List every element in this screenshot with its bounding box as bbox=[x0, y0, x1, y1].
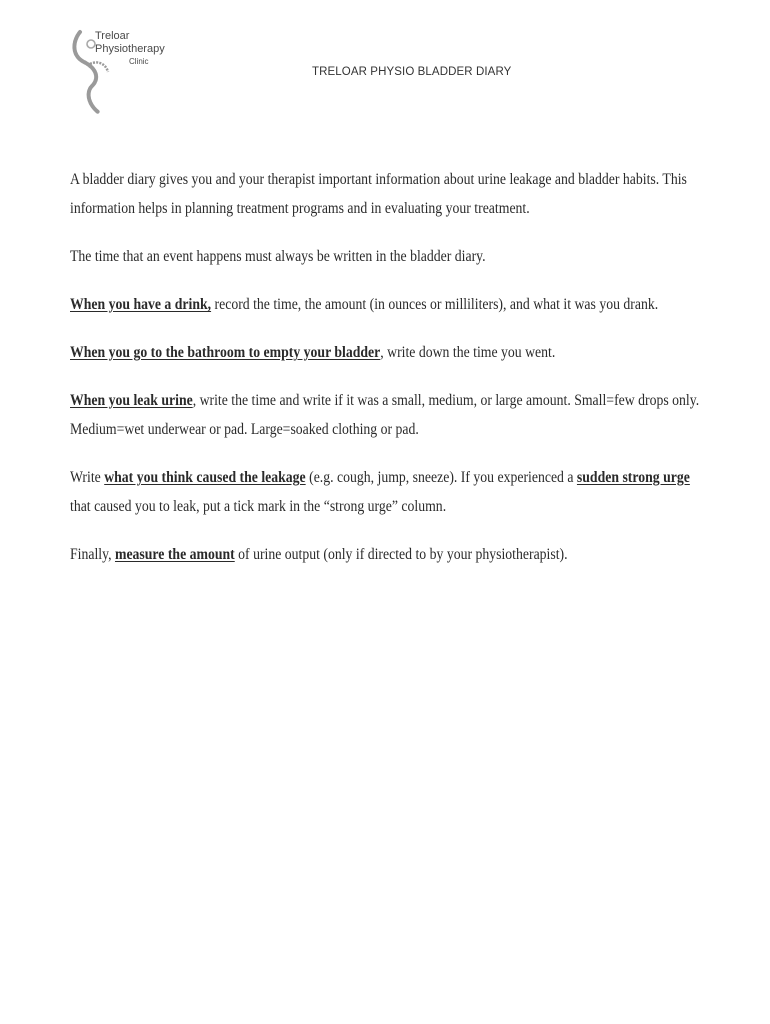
drink-text: record the time, the amount (in ounces or milliliters), and what it was you drank. bbox=[211, 296, 659, 313]
logo-text-treloar: Treloar bbox=[95, 30, 130, 42]
leak-heading: When you leak urine bbox=[70, 392, 193, 409]
measure-text-rest: of urine output (only if directed to by your physiotherapist). bbox=[234, 546, 568, 563]
logo-text-physiotherapy: Physiotherapy bbox=[95, 43, 165, 55]
paragraph-measure bbox=[70, 540, 710, 569]
paragraph-cause bbox=[70, 463, 710, 521]
logo-text-clinic: Clinic bbox=[129, 57, 149, 66]
paragraph-leak bbox=[70, 386, 710, 444]
paragraph-bathroom bbox=[70, 338, 710, 367]
strong-urge-heading: sudden strong urge bbox=[576, 469, 690, 486]
measure-text-pre: Finally, bbox=[70, 546, 115, 563]
leak-text: , write the time and write if it was a small, medium, or large amount. Small=few drops only. Medium=wet underwear or pad. Large=soaked clothing or pad. bbox=[70, 392, 700, 438]
document-title: TRELOAR PHYSIO BLADDER DIARY bbox=[312, 66, 512, 78]
cause-text-rest: that caused you to leak, put a tick mark in the “strong urge” column. bbox=[70, 498, 447, 515]
bathroom-text: , write down the time you went. bbox=[380, 344, 556, 361]
paragraph-intro: A bladder diary gives you and your therapist important information about urine leakage and bladder habits. This information helps in planning treatment programs and in evaluating your treatment. bbox=[70, 171, 687, 217]
drink-heading: When you have a drink, bbox=[70, 296, 212, 313]
cause-text-pre: Write bbox=[70, 469, 105, 486]
cause-heading: what you think caused the leakage bbox=[104, 469, 306, 486]
measure-heading: measure the amount bbox=[114, 546, 235, 563]
cause-text-mid: (e.g. cough, jump, sneeze). If you experienced a bbox=[305, 469, 577, 486]
bathroom-heading: When you go to the bathroom to empty your bladder bbox=[70, 344, 381, 361]
document-body bbox=[70, 165, 700, 588]
clinic-logo bbox=[64, 26, 174, 118]
paragraph-time: The time that an event happens must always be written in the bladder diary. bbox=[70, 248, 486, 265]
paragraph-drink bbox=[70, 290, 710, 319]
